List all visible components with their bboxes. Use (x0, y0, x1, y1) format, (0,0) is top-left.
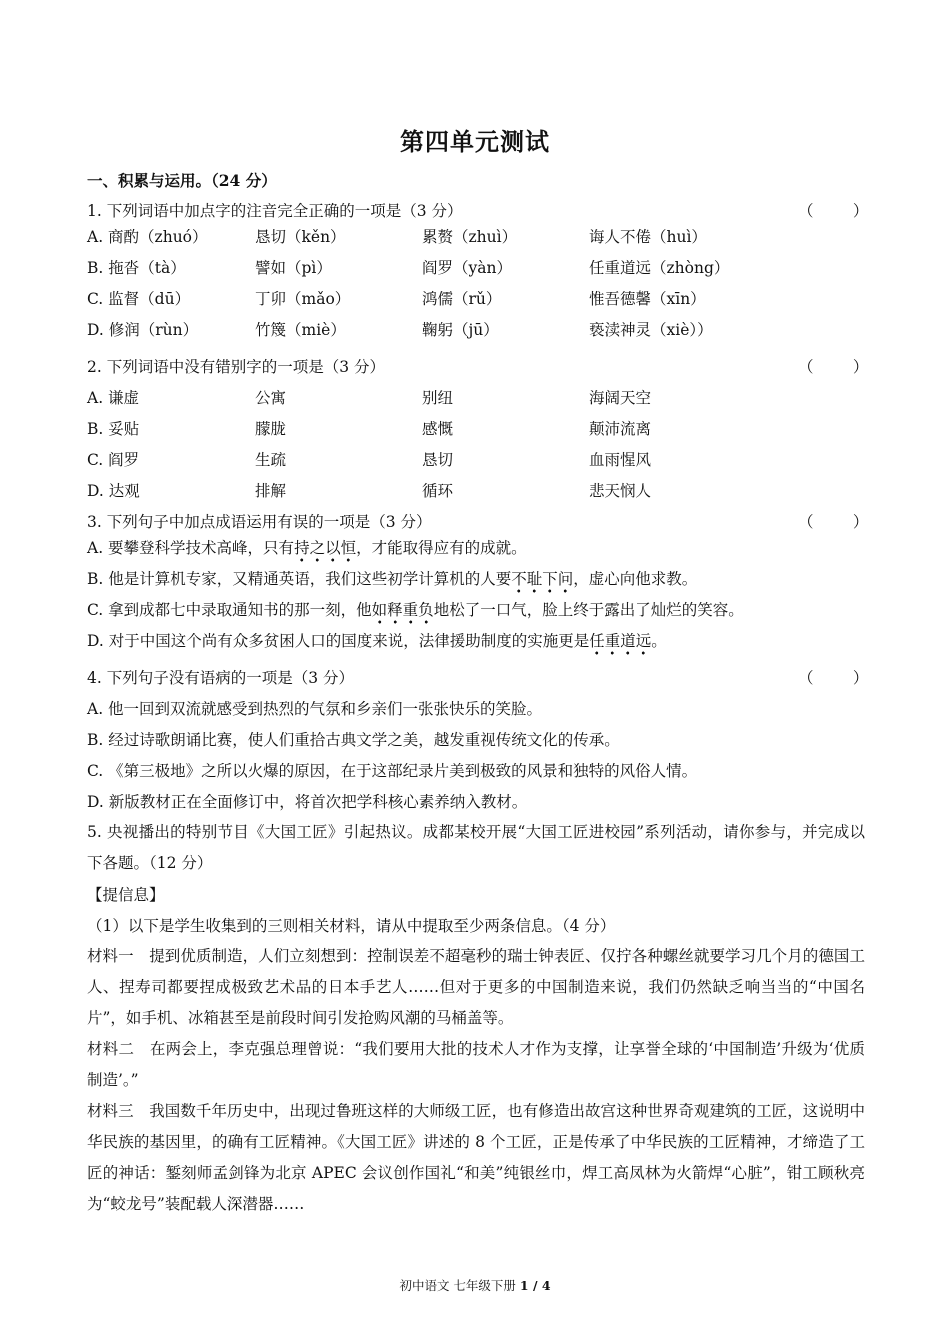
option-cell: D. 达观 (87, 482, 140, 500)
option-cell: 颠沛流离 (589, 420, 652, 438)
option-cell: 鸿儒（rǔ） (422, 290, 502, 308)
material-1: 材料一 提到优质制造，人们立刻想到：控制误差不超毫秒的瑞士钟表匠、仅拧各种螺丝就要学习几个月的德国工人、捏寿司都要捏成极致艺术品的日本手艺人……但对于更多的中国制造来说，我们仍然缺乏响当当的“中国名片”，如手机、冰箱甚至是前段时间引发抢购风潮的马桶盖等。 (87, 947, 865, 1027)
question-2-option-c (87, 450, 867, 470)
question-1-option-a (87, 227, 867, 247)
sentence-text: C. 拿到成都七中录取通知书的那一刻，他 (87, 601, 372, 619)
material-3: 材料三 我国数千年历史中，出现过鲁班这样的大师级工匠，也有修造出故宫这种世界奇观建筑的工匠，这说明中华民族的基因里，的确有工匠精神。《大国工匠》讲述的 8 个工匠，正是传承了中华民族的工匠精神，才缔造了工匠的神话：錾刻师孟剑锋为北京 APEC 会议创作国礼“和美”纯银丝巾，焊工高凤林为火箭焊“心脏”，钳工顾秋亮为“蛟龙号”装配载人深潜器…… (87, 1102, 865, 1213)
question-1-option-b (87, 258, 867, 278)
option-cell: 公寓 (255, 389, 287, 407)
question-2-option-a (87, 388, 867, 408)
question-4-option-c: C. 《第三极地》之所以火爆的原因，在于这部纪录片美到极致的风景和独特的风俗人情。 (87, 762, 698, 780)
dotted-idiom: 如释重负 (372, 601, 434, 624)
sentence-text: B. 他是计算机专家，又精通英语，我们这些初学计算机的人要 (87, 570, 512, 588)
question-3-option-d (87, 631, 667, 651)
page-footer (0, 1276, 950, 1294)
sentence-text: ，才能取得应有的成就。 (356, 539, 527, 557)
option-cell: 恳切 (422, 451, 454, 469)
answer-blank-2[interactable]: （ ） (798, 358, 869, 376)
option-cell: A. 谦虚 (87, 389, 140, 407)
option-cell: 累赘（zhuì） (422, 228, 518, 246)
option-cell: 感慨 (422, 420, 454, 438)
question-3-option-b (87, 569, 697, 589)
section-subheading: 【提信息】 (87, 886, 165, 904)
question-1-option-d (87, 320, 867, 340)
answer-blank-4[interactable]: （ ） (798, 669, 869, 687)
footer-text: 初中语文 七年级下册 (399, 1278, 520, 1293)
page-title: 第四单元测试 (400, 127, 550, 156)
sentence-text: D. 对于中国这个尚有众多贫困人口的国度来说，法律援助制度的实施更是 (87, 632, 590, 650)
option-cell: 恳切（kěn） (255, 228, 346, 246)
option-cell: 丁卯（mǎo） (255, 290, 351, 308)
answer-blank-1[interactable]: （ ） (798, 202, 869, 220)
option-cell: 竹篾（miè） (255, 321, 346, 339)
dotted-idiom: 不耻下问 (511, 570, 573, 593)
option-cell: 排解 (255, 482, 287, 500)
option-cell: B. 妥贴 (87, 420, 140, 438)
question-3-option-c (87, 600, 744, 620)
option-cell: C. 阎罗 (87, 451, 140, 469)
question-4-option-d: D. 新版教材正在全面修订中，将首次把学科核心素养纳入教材。 (87, 793, 528, 811)
sub-question-1: （1）以下是学生收集到的三则相关材料，请从中提取至少两条信息。（4 分） (87, 917, 616, 935)
section-heading: 一、积累与运用。（24 分） (87, 171, 277, 190)
sentence-text: 。 (651, 632, 667, 650)
option-cell: B. 拖沓（tà） (87, 259, 186, 277)
answer-blank-3[interactable]: （ ） (798, 513, 869, 531)
sentence-text: ，虚心向他求教。 (573, 570, 698, 588)
option-cell: 亵渎神灵（xiè）） (589, 321, 713, 339)
option-cell: 阎罗（yàn） (422, 259, 512, 277)
question-1-option-c (87, 289, 867, 309)
sentence-text: 地松了一口气，脸上终于露出了灿烂的笑容。 (433, 601, 744, 619)
option-cell: A. 商酌（zhuó） (87, 228, 208, 246)
option-cell: 循环 (422, 482, 454, 500)
option-cell: 譬如（pì） (255, 259, 332, 277)
question-4-option-b: B. 经过诗歌朗诵比赛，使人们重拾古典文学之美，越发重视传统文化的传承。 (87, 731, 620, 749)
option-cell: 生疏 (255, 451, 287, 469)
dotted-idiom: 任重道远 (589, 632, 651, 655)
question-4-stem: 4. 下列句子没有语病的一项是（3 分） (87, 669, 355, 687)
question-1-stem: 1. 下列词语中加点字的注音完全正确的一项是（3 分） (87, 202, 463, 220)
option-cell: 惟吾德馨（xīn） (589, 290, 706, 308)
question-2-stem: 2. 下列词语中没有错别字的一项是（3 分） (87, 358, 386, 376)
option-cell: 别纽 (422, 389, 454, 407)
option-cell: 血雨惺风 (589, 451, 652, 469)
option-cell: 朦胧 (255, 420, 287, 438)
question-3-stem: 3. 下列句子中加点成语运用有误的一项是（3 分） (87, 513, 432, 531)
option-cell: D. 修润（rùn） (87, 321, 199, 339)
question-2-option-d (87, 481, 867, 501)
option-cell: C. 监督（dū） (87, 290, 191, 308)
material-2: 材料二 在两会上，李克强总理曾说：“我们要用大批的技术人才作为支撑，让享誉全球的‘中国制造’升级为‘优质制造’。” (87, 1040, 865, 1089)
question-5-stem: 5. 央视播出的特别节目《大国工匠》引起热议。成都某校开展“大国工匠进校园”系列活动，请你参与，并完成以下各题。（12 分） (87, 823, 865, 872)
question-2-option-b (87, 419, 867, 439)
question-3-option-a (87, 538, 527, 558)
option-cell: 海阔天空 (589, 389, 652, 407)
sentence-text: A. 要攀登科学技术高峰，只有 (87, 539, 295, 557)
option-cell: 悲天悯人 (589, 482, 652, 500)
option-cell: 任重道远（zhòng） (589, 259, 730, 277)
page-number: 1 / 4 (519, 1278, 551, 1293)
dotted-idiom: 持之以恒 (294, 539, 356, 562)
question-4-option-a: A. 他一回到双流就感受到热烈的气氛和乡亲们一张张快乐的笑脸。 (87, 700, 543, 718)
option-cell: 鞠躬（jū） (422, 321, 499, 339)
option-cell: 诲人不倦（huì） (589, 228, 707, 246)
